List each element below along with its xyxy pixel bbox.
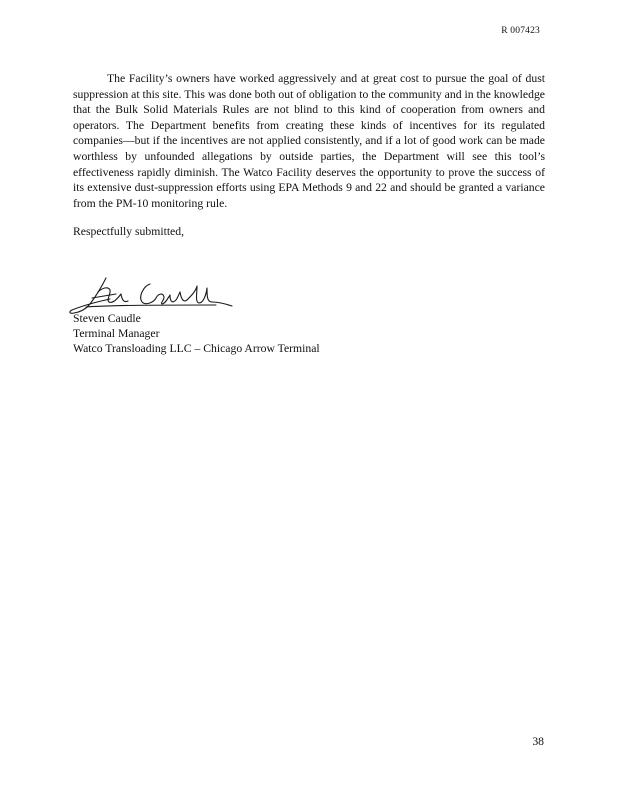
signer-title: Terminal Manager <box>73 327 160 340</box>
letter-body <box>73 71 545 239</box>
signer-name: Steven Caudle <box>73 312 141 325</box>
bates-reference-number: R 007423 <box>501 26 540 36</box>
page-number: 38 <box>532 735 544 748</box>
signature-block <box>73 311 320 356</box>
body-paragraph: The Facility’s owners have worked aggressively and at great cost to pursue the goal of dust suppression at this site. This was done both out of obligation to the community and in the knowledge that the Bulk Solid Materials Rules are not blind to this kind of cooperation from owners and operators. The Department benefits from creating these kinds of incentives for its regulated companies—but if the incentives are not applied consistently, and if a lot of good work can be made worthless by unfounded allegations by outside parties, the Department will see this tool’s effectiveness rapidly diminish. The Watco Facility deserves the opportunity to prove the success of its extensive dust-suppression efforts using EPA Methods 9 and 22 and should be granted a variance from the PM-10 monitoring rule. <box>73 72 545 210</box>
closing-salutation: Respectfully submitted, <box>73 225 185 239</box>
signer-organization: Watco Transloading LLC – Chicago Arrow Terminal <box>73 342 320 355</box>
